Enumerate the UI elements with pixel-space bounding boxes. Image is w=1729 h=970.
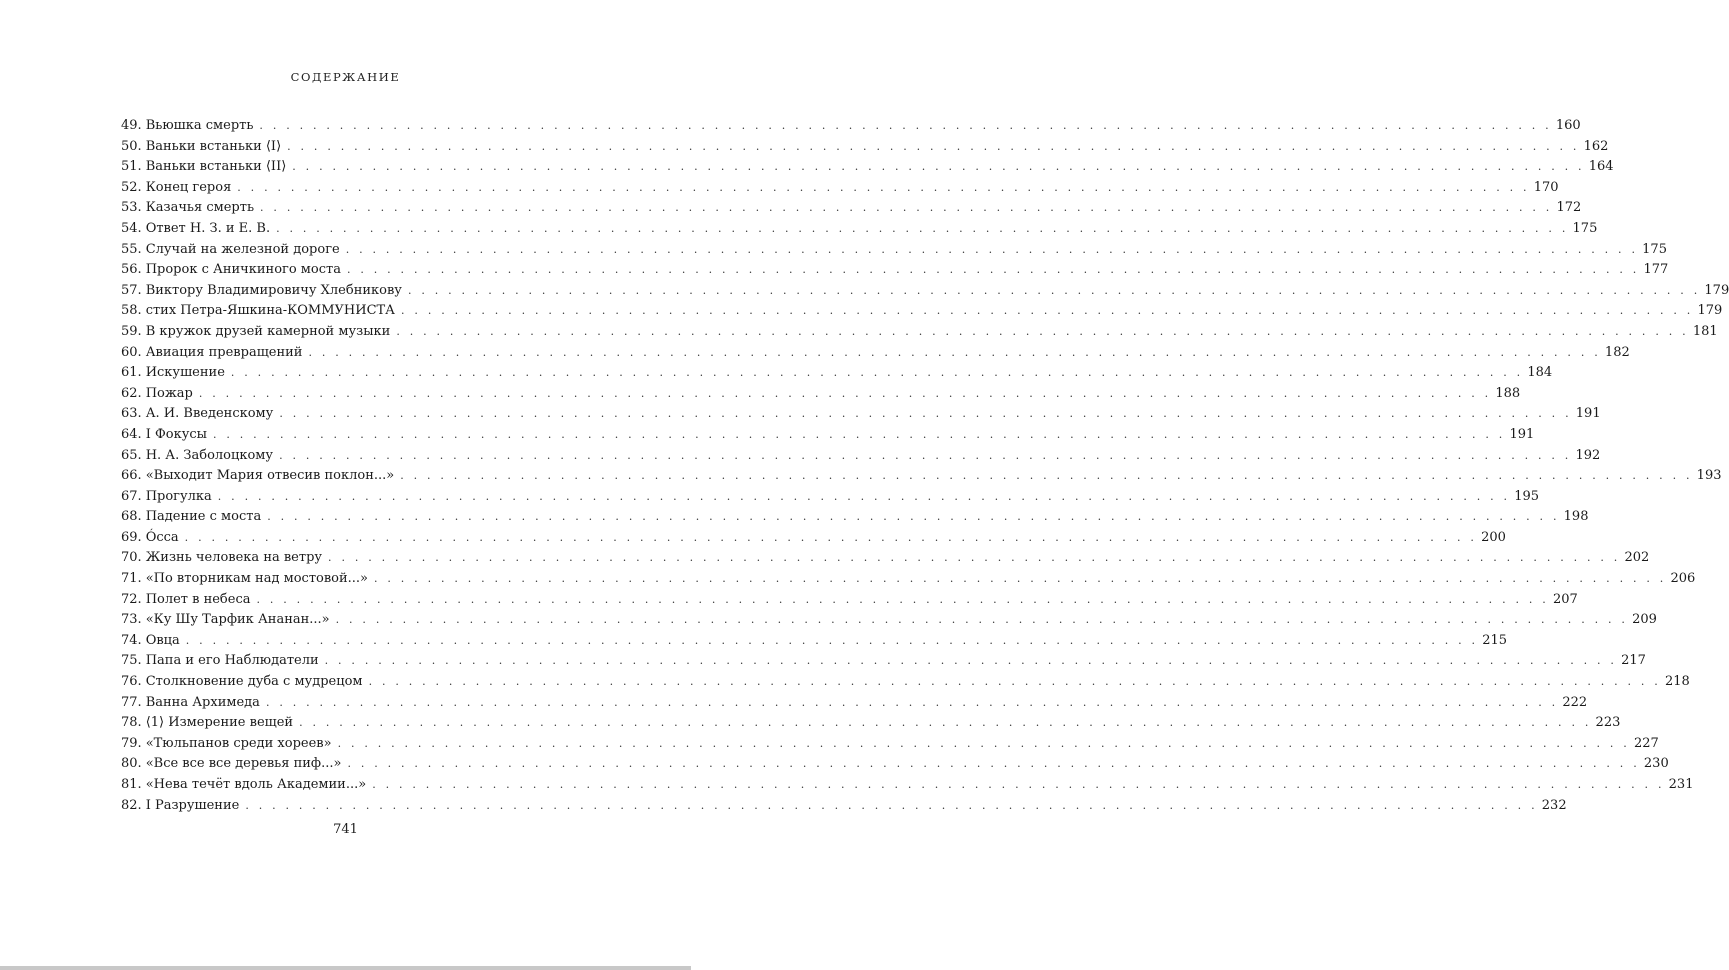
toc-entry-title: «По вторникам над мостовой...»: [145, 571, 368, 587]
toc-entry-number: 77.: [121, 694, 142, 710]
toc-entry-title: А. И. Введенскому: [145, 406, 274, 422]
toc-entry-page: 223: [1595, 715, 1621, 731]
toc-entry: [121, 198, 1582, 219]
toc-dot-leader: [279, 404, 1571, 425]
toc-entry-number: 67.: [121, 488, 142, 504]
toc-entry-page: 162: [1583, 138, 1609, 154]
toc-dot-leader: [346, 240, 1638, 261]
toc-dot-leader: [396, 322, 1688, 343]
toc-entry: [121, 363, 1553, 384]
toc-entry: [121, 425, 1535, 446]
toc-entry-title: Н. А. Заболоцкому: [145, 447, 274, 463]
toc-entry-page: 193: [1696, 468, 1722, 484]
toc-entry-number: 54.: [121, 220, 142, 236]
toc-dot-leader: [267, 507, 1559, 528]
toc-entry-title: «Тюльпанов среди хореев»: [145, 735, 332, 751]
toc-entry-page: 192: [1575, 447, 1601, 463]
toc-dot-leader: [347, 754, 1639, 775]
toc-entry-title: Авиация превращений: [145, 344, 303, 360]
toc-entry-number: 61.: [121, 365, 142, 381]
toc-entry-page: 188: [1495, 385, 1521, 401]
toc-entry-title: Падение с моста: [145, 509, 262, 525]
toc-entry-number: 57.: [121, 282, 142, 298]
toc-entry-page: 160: [1555, 118, 1581, 133]
toc-dot-leader: [245, 796, 1537, 817]
toc-entry-page: 175: [1642, 241, 1667, 257]
toc-entry-title: Вьюшка смерть: [145, 118, 254, 133]
toc-entry-number: 59.: [121, 323, 142, 339]
toc-entry-number: 52.: [121, 179, 142, 195]
toc-entry-title: «Ку Шу Тарфик Ананан...»: [145, 612, 330, 628]
toc-entry-number: 58.: [121, 303, 142, 319]
toc-entry: [121, 281, 1729, 302]
toc-entry-number: 81.: [121, 777, 142, 792]
toc-entry-title: Пожар: [145, 385, 193, 401]
toc-entry: [121, 651, 1646, 672]
toc-entry-title: Жизнь человека на ветру: [145, 550, 323, 566]
toc-dot-leader: [259, 116, 1551, 137]
toc-entry: [121, 384, 1521, 405]
toc-entry-title: Ваньки встаньки ⟨II⟩: [145, 159, 287, 175]
toc-dot-leader: [369, 672, 1661, 693]
page-title: СОДЕРЖАНИЕ: [290, 70, 401, 84]
toc-entry-number: 69.: [121, 529, 142, 545]
toc-entry-number: 76.: [121, 674, 142, 690]
toc-entry: [121, 507, 1589, 528]
toc-entry-page: 179: [1697, 303, 1723, 319]
toc-entry-page: 232: [1541, 797, 1567, 813]
toc-dot-leader: [231, 363, 1523, 384]
toc-entry-page: 217: [1621, 653, 1646, 669]
toc-entry-page: 195: [1514, 488, 1540, 504]
toc-entry-page: 200: [1481, 529, 1506, 545]
toc-dot-leader: [400, 466, 1692, 487]
page-number: 741: [333, 822, 358, 837]
toc-entry: [121, 775, 1694, 796]
toc-entry: [121, 466, 1722, 487]
toc-dot-leader: [260, 198, 1552, 219]
toc-entry-title: «Нева течёт вдоль Академии...»: [145, 777, 367, 792]
toc-entry-title: Казачья смерть: [145, 200, 255, 216]
toc-entry: [121, 343, 1630, 364]
toc-entry: [121, 672, 1690, 693]
toc-entry-number: 66.: [121, 468, 142, 484]
toc-entry: [121, 713, 1621, 734]
toc-entry-number: 79.: [121, 735, 142, 751]
toc-dot-leader: [186, 631, 1478, 652]
toc-dot-leader: [401, 301, 1693, 322]
toc-entry-title: Пророк с Аничкиного моста: [145, 262, 341, 278]
toc-entry-page: 206: [1670, 571, 1696, 587]
toc-dot-leader: [347, 260, 1639, 281]
toc-entry-title: Конец героя: [145, 179, 232, 195]
toc-entry-page: 231: [1668, 777, 1694, 792]
toc-entry: [121, 487, 1540, 508]
toc-entry-number: 82.: [121, 797, 142, 813]
toc-entry: [121, 116, 1581, 137]
toc-entry-title: Прогулка: [145, 488, 212, 504]
toc-entry: [121, 754, 1669, 775]
toc-entry-title: «Выходит Мария отвесив поклон...»: [145, 468, 395, 484]
toc-dot-leader: [408, 281, 1700, 302]
toc-dot-leader: [257, 590, 1549, 611]
toc-entry-number: 68.: [121, 509, 142, 525]
toc-entry-page: 179: [1704, 282, 1729, 298]
toc-entry-number: 63.: [121, 406, 142, 422]
toc-entry-page: 182: [1604, 344, 1630, 360]
toc-entry-page: 222: [1562, 694, 1588, 710]
toc-entry-title: Папа и его Наблюдатели: [145, 653, 319, 669]
toc-dot-leader: [372, 775, 1664, 796]
toc-entry: [121, 734, 1659, 755]
toc-entry-number: 74.: [121, 632, 142, 648]
toc-dot-leader: [325, 651, 1617, 672]
toc-dot-leader: [218, 487, 1510, 508]
toc-entry-title: Óсса: [145, 529, 179, 545]
toc-entry: [121, 569, 1696, 590]
toc-entry-page: 181: [1692, 323, 1718, 339]
toc-entry: [121, 157, 1614, 178]
toc-dot-leader: [237, 178, 1529, 199]
toc-dot-leader: [276, 219, 1568, 240]
toc-entry-number: 73.: [121, 612, 142, 628]
toc-entry-number: 65.: [121, 447, 142, 463]
toc-entry-title: Искушение: [145, 365, 225, 381]
toc-entry-page: 191: [1509, 426, 1535, 442]
toc-entry-title: «Все все все деревья пиф...»: [145, 756, 342, 772]
toc-entry-page: 202: [1624, 550, 1650, 566]
toc-entry: [121, 446, 1601, 467]
toc-entry: [121, 528, 1506, 549]
toc-dot-leader: [338, 734, 1630, 755]
toc-entry-page: 170: [1533, 179, 1559, 195]
toc-entry-page: 184: [1527, 365, 1553, 381]
toc-entry-title: Виктору Владимировичу Хлебникову: [145, 282, 402, 298]
toc-entry-number: 75.: [121, 653, 142, 669]
toc-entry-number: 62.: [121, 385, 142, 401]
toc-entry-number: 56.: [121, 262, 142, 278]
toc-dot-leader: [266, 693, 1558, 714]
toc-entry-page: 191: [1575, 406, 1601, 422]
toc-entry-number: 64.: [121, 426, 142, 442]
toc-entry-title: Ваньки встаньки ⟨I⟩: [145, 138, 282, 154]
toc-entry-title: В кружок друзей камерной музыки: [145, 323, 391, 339]
toc-entry-number: 49.: [121, 118, 142, 133]
toc-dot-leader: [213, 425, 1505, 446]
table-of-contents: [121, 116, 1729, 816]
toc-dot-leader: [185, 528, 1477, 549]
toc-dot-leader: [308, 343, 1600, 364]
toc-entry-page: 215: [1482, 632, 1508, 648]
toc-entry-title: стих Петра-Яшкина-КОММУНИСТА: [145, 303, 396, 319]
toc-entry-title: ⟨1⟩ Измерение вещей: [145, 715, 294, 731]
toc-entry-page: 230: [1643, 756, 1669, 772]
toc-entry-number: 55.: [121, 241, 142, 257]
toc-entry-number: 60.: [121, 344, 142, 360]
toc-dot-leader: [292, 157, 1584, 178]
toc-entry-page: 177: [1643, 262, 1669, 278]
toc-dot-leader: [299, 713, 1591, 734]
toc-entry: [121, 219, 1598, 240]
toc-entry: [121, 796, 1567, 817]
toc-entry-page: 227: [1634, 735, 1659, 751]
toc-entry: [121, 610, 1657, 631]
toc-entry-number: 78.: [121, 715, 142, 731]
toc-entry-page: 175: [1572, 220, 1598, 236]
toc-entry-number: 51.: [121, 159, 142, 175]
toc-entry-number: 53.: [121, 200, 142, 216]
toc-entry: [121, 322, 1718, 343]
toc-dot-leader: [336, 610, 1628, 631]
toc-entry: [121, 693, 1588, 714]
toc-entry-page: 172: [1556, 200, 1582, 216]
toc-entry: [121, 404, 1601, 425]
toc-entry: [121, 548, 1650, 569]
toc-dot-leader: [374, 569, 1666, 590]
toc-entry-title: Столкновение дуба с мудрецом: [145, 674, 363, 690]
toc-entry-number: 71.: [121, 571, 142, 587]
toc-entry: [121, 590, 1578, 611]
toc-entry: [121, 240, 1667, 261]
toc-entry-page: 207: [1552, 591, 1578, 607]
toc-entry: [121, 178, 1559, 199]
toc-entry-number: 70.: [121, 550, 142, 566]
toc-entry-number: 80.: [121, 756, 142, 772]
toc-entry: [121, 137, 1609, 158]
toc-entry-title: Случай на железной дороге: [145, 241, 340, 257]
toc-dot-leader: [279, 446, 1571, 467]
toc-dot-leader: [328, 548, 1620, 569]
toc-entry-title: I Разрушение: [145, 797, 240, 813]
toc-entry: [121, 260, 1669, 281]
toc-entry: [121, 631, 1508, 652]
toc-entry-title: Овца: [145, 632, 180, 648]
toc-entry: [121, 301, 1723, 322]
toc-entry-page: 198: [1563, 509, 1589, 525]
toc-dot-leader: [287, 137, 1579, 158]
toc-entry-title: Ответ Н. З. и Е. В.: [145, 220, 271, 236]
bottom-scrollbar: [0, 966, 691, 970]
toc-entry-title: I Фокусы: [145, 426, 207, 442]
toc-dot-leader: [199, 384, 1491, 405]
toc-entry-number: 50.: [121, 138, 142, 154]
toc-entry-page: 209: [1632, 612, 1657, 628]
toc-entry-title: Полет в небеса: [145, 591, 251, 607]
toc-entry-page: 218: [1665, 674, 1690, 690]
toc-entry-page: 164: [1588, 159, 1614, 175]
toc-entry-number: 72.: [121, 591, 142, 607]
toc-entry-title: Ванна Архимеда: [145, 694, 260, 710]
